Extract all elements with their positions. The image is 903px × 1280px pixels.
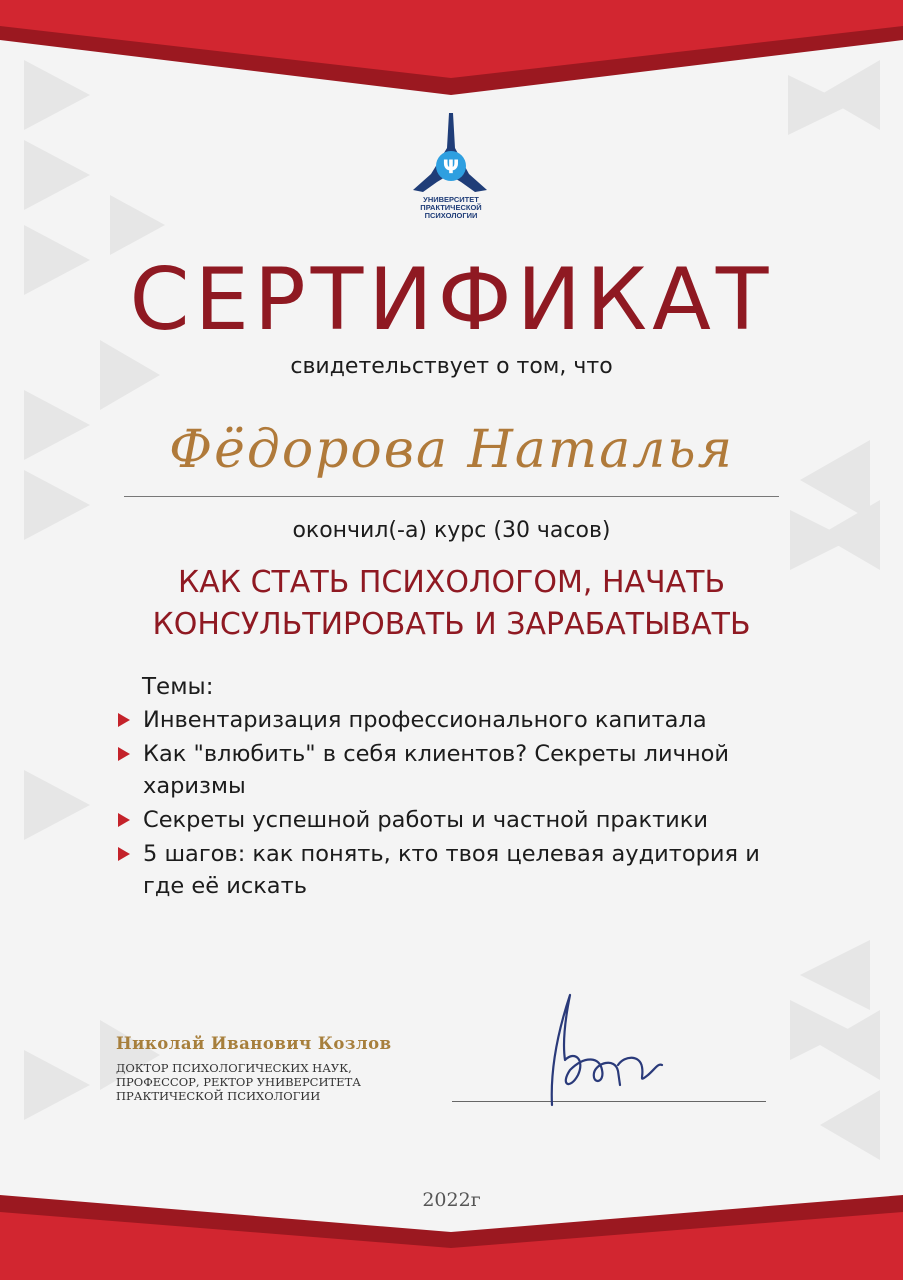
handwritten-signature	[530, 985, 680, 1120]
signer-title-line: ДОКТОР ПСИХОЛОГИЧЕСКИХ НАУК,	[116, 1061, 352, 1075]
topic-text: Секреты успешной работы и частной практики	[143, 807, 709, 833]
triangle-bullet-icon	[118, 713, 130, 727]
topics-list	[116, 704, 806, 904]
signer-title-line: ПРОФЕССОР, РЕКТОР УНИВЕРСИТЕТА	[116, 1075, 361, 1089]
triangle-bullet-icon	[118, 747, 130, 761]
course-completion-text: окончил(-а) курс (30 часов)	[292, 518, 611, 543]
triangle-bullet-icon	[118, 847, 130, 861]
topic-item	[116, 704, 806, 736]
logo-line: ПРАКТИЧЕСКОЙ	[420, 203, 482, 212]
logo-line: ПСИХОЛОГИИ	[424, 211, 478, 220]
topic-text: Как "влюбить" в себя клиентов? Секреты личной харизмы	[143, 741, 730, 799]
topic-item	[116, 804, 806, 836]
certificate-subtitle: свидетельствует о том, что	[290, 354, 613, 379]
logo-line: УНИВЕРСИТЕТ	[423, 195, 479, 204]
name-underline	[124, 496, 779, 497]
top-banner	[0, 0, 903, 78]
topic-text: 5 шагов: как понять, кто твоя целевая аудитория и где её искать	[143, 841, 760, 899]
topics-label: Темы:	[142, 674, 214, 700]
signer-title	[116, 1061, 361, 1103]
course-title-line: КОНСУЛЬТИРОВАТЬ И ЗАРАБАТЫВАТЬ	[152, 607, 751, 642]
course-title-line: КАК СТАТЬ ПСИХОЛОГОМ, НАЧАТЬ	[177, 565, 726, 600]
topic-item	[116, 838, 793, 902]
logo-text	[403, 196, 499, 220]
signer-name: Николай Иванович Козлов	[116, 1034, 392, 1053]
course-title	[0, 562, 903, 646]
triangle-bullet-icon	[118, 813, 130, 827]
svg-text:Ψ: Ψ	[442, 156, 460, 178]
certificate-year: 2022г	[422, 1189, 481, 1211]
signer-title-line: ПРАКТИЧЕСКОЙ ПСИХОЛОГИИ	[116, 1089, 321, 1103]
topic-item	[116, 738, 783, 802]
recipient-name: Фёдорова Наталья	[168, 420, 735, 480]
topic-text: Инвентаризация профессионального капитала	[143, 707, 707, 733]
certificate-title: СЕРТИФИКАТ	[129, 250, 774, 350]
